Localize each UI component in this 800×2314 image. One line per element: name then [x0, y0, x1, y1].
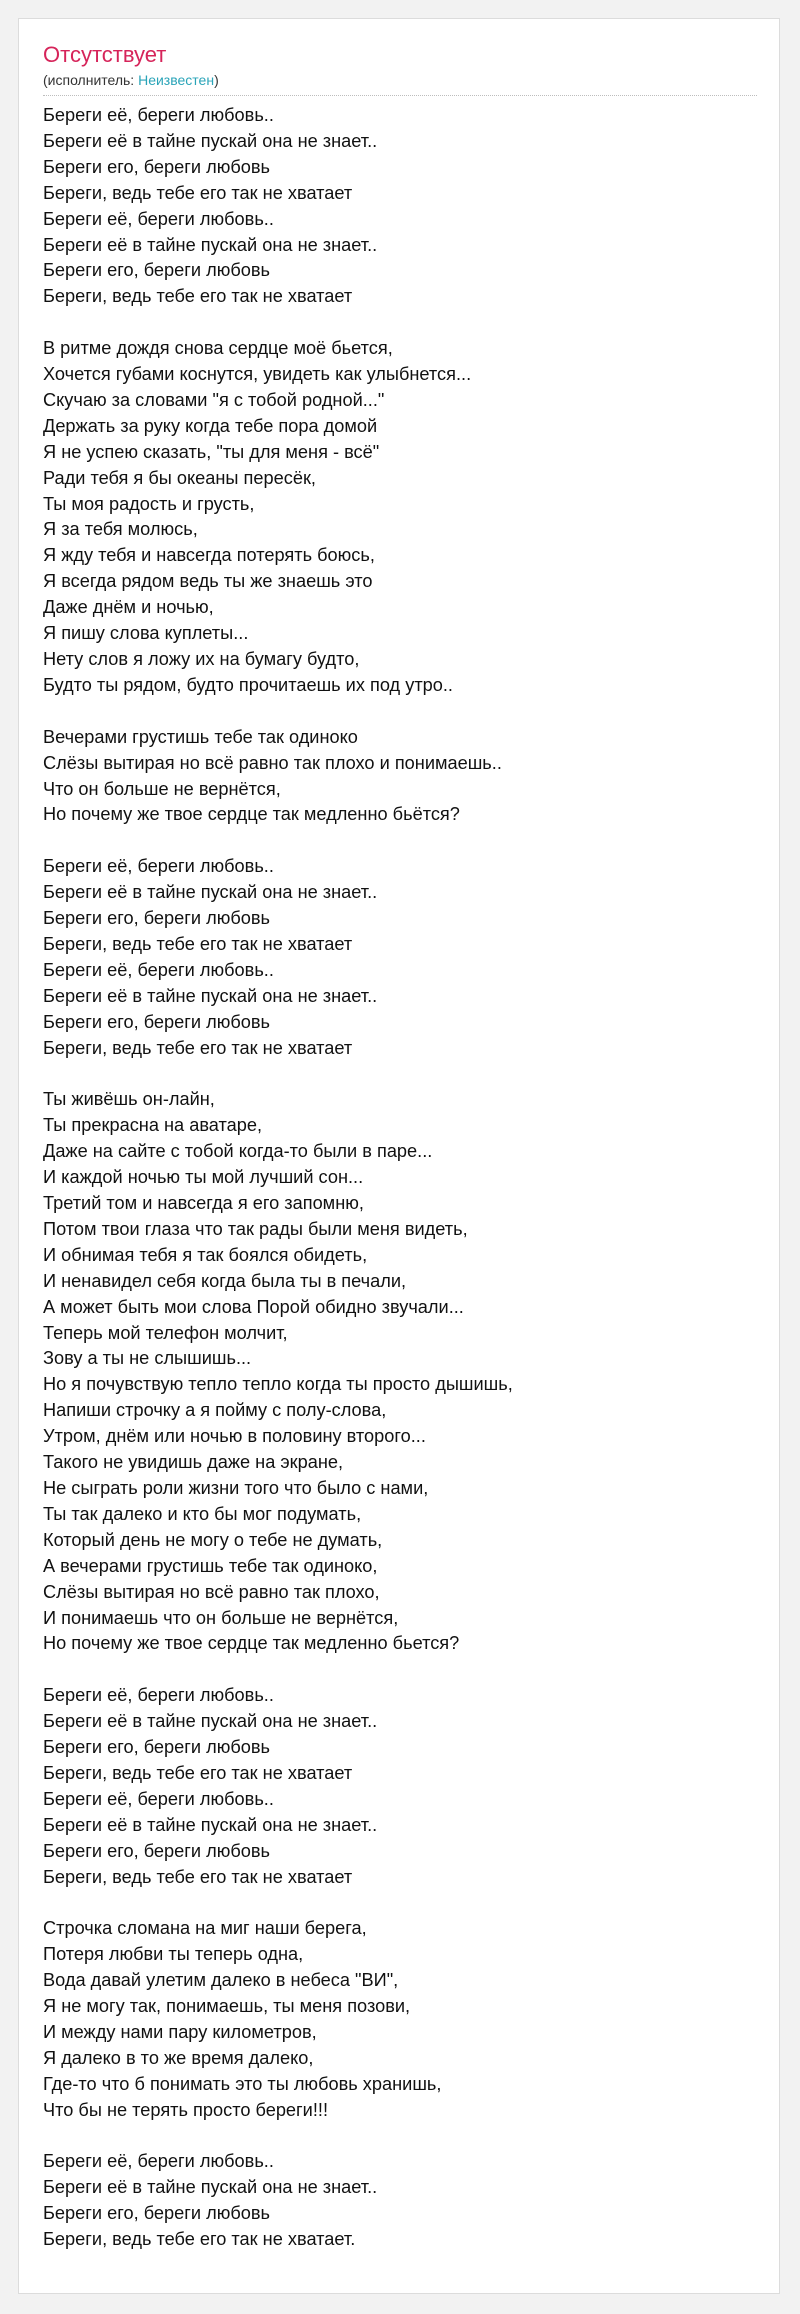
lyrics-line: Береги её в тайне пускай она не знает.. — [43, 130, 378, 151]
header-divider — [43, 95, 757, 96]
lyrics-line: Будто ты рядом, будто прочитаешь их под утро.. — [43, 674, 453, 695]
lyrics-line: Который день не могу о тебе не думать, — [43, 1529, 383, 1550]
artist-prefix: (исполнитель: — [43, 72, 139, 88]
lyrics-stanza — [43, 1087, 757, 1657]
lyrics-line: Потеря любви ты теперь одна, — [43, 1944, 304, 1965]
artist-link[interactable]: Неизвестен — [138, 72, 215, 88]
lyrics-line: И между нами пару километров, — [43, 2021, 317, 2042]
lyrics-line: В ритме дождя снова сердце моё бьется, — [43, 338, 393, 359]
lyrics-line: Держать за руку когда тебе пора домой — [43, 415, 378, 436]
lyrics-line: Береги, ведь тебе его так не хватает — [43, 286, 353, 307]
lyrics-line: Ты так далеко и кто бы мог подумать, — [43, 1503, 362, 1524]
lyrics-line: Вода давай улетим далеко в небеса "ВИ", — [43, 1970, 399, 1991]
lyrics-stanza — [43, 854, 757, 1061]
lyrics-line: Береги его, береги любовь — [43, 1011, 271, 1032]
lyrics-line: Не сыграть роли жизни того что было с нами, — [43, 1477, 429, 1498]
lyrics-line: Скучаю за словами "я с тобой родной..." — [43, 389, 385, 410]
lyrics-line: И каждой ночью ты мой лучший сон... — [43, 1167, 364, 1188]
artist-suffix: ) — [214, 72, 219, 88]
lyrics-line: Ты моя радость и грусть, — [43, 493, 255, 514]
lyrics-line: Береги её, береги любовь.. — [43, 856, 274, 877]
lyrics-line: Береги, ведь тебе его так не хватает — [43, 1762, 353, 1783]
lyrics-line: Береги её в тайне пускай она не знает.. — [43, 1814, 378, 1835]
lyrics-line: Но почему же твое сердце так медленно бьётся? — [43, 804, 460, 825]
lyrics-line: Такого не увидишь даже на экране, — [43, 1452, 344, 1473]
lyrics-line: И обнимая тебя я так боялся обидеть, — [43, 1244, 368, 1265]
lyrics-line: Береги, ведь тебе его так не хватает — [43, 933, 353, 954]
lyrics-line: Слёзы вытирая но всё равно так плохо и понимаешь.. — [43, 752, 502, 773]
lyrics-line: Береги его, береги любовь — [43, 260, 271, 281]
lyrics-card — [18, 18, 780, 2294]
lyrics-stanza — [43, 2149, 757, 2253]
lyrics-line: Я жду тебя и навсегда потерять боюсь, — [43, 545, 375, 566]
lyrics-line: Береги её, береги любовь.. — [43, 1788, 274, 1809]
lyrics-line: Третий том и навсегда я его запомню, — [43, 1193, 364, 1213]
song-title: Отсутствует — [43, 42, 167, 67]
lyrics-line: Береги его, береги любовь — [43, 156, 271, 177]
lyrics-line: А может быть мои слова Порой обидно звучали... — [43, 1296, 464, 1317]
lyrics-line: Ты прекрасна на аватаре, — [43, 1115, 263, 1136]
lyrics-line: Строчка сломана на миг наши берега, — [43, 1918, 367, 1939]
lyrics-line: Ради тебя я бы океаны пересёк, — [43, 467, 316, 488]
lyrics-line: Но я почувствую тепло тепло когда ты просто дышишь, — [43, 1374, 513, 1395]
lyrics-line: Береги его, береги любовь — [43, 908, 271, 929]
lyrics-line: Я пишу слова куплеты... — [43, 623, 249, 644]
lyrics-line: Потом твои глаза что так рады были меня видеть, — [43, 1218, 468, 1239]
lyrics-line: Береги её, береги любовь.. — [43, 959, 274, 980]
lyrics-stanza — [43, 336, 757, 699]
song-header — [43, 41, 757, 96]
lyrics-body — [43, 103, 757, 2279]
lyrics-line: Хочется губами коснутся, увидеть как улыбнется... — [43, 364, 472, 385]
lyrics-line: А вечерами грустишь тебе так одиноко, — [43, 1555, 378, 1576]
lyrics-line: Береги её в тайне пускай она не знает.. — [43, 1711, 378, 1732]
lyrics-line: Береги её, береги любовь.. — [43, 208, 274, 229]
lyrics-line: Но почему же твое сердце так медленно бьется? — [43, 1633, 460, 1654]
lyrics-line: Нету слов я ложу их на бумагу будто, — [43, 649, 360, 670]
lyrics-line: Береги её, береги любовь.. — [43, 1685, 274, 1706]
lyrics-line: Береги её, береги любовь.. — [43, 2151, 274, 2172]
lyrics-line: Береги её в тайне пускай она не знает.. — [43, 2177, 378, 2198]
lyrics-line: Береги её, береги любовь.. — [43, 105, 274, 125]
lyrics-line: Береги её в тайне пускай она не знает.. — [43, 882, 378, 903]
lyrics-stanza — [43, 1683, 757, 1890]
lyrics-line: Что он больше не вернётся, — [43, 778, 281, 799]
lyrics-line: Даже на сайте с тобой когда-то были в паре... — [43, 1141, 433, 1162]
lyrics-line: Зову а ты не слышишь... — [43, 1348, 252, 1369]
lyrics-line: Береги его, береги любовь — [43, 1737, 271, 1758]
lyrics-line: Береги его, береги любовь — [43, 2203, 271, 2224]
lyrics-line: Я всегда рядом ведь ты же знаешь это — [43, 571, 373, 592]
lyrics-line: Береги, ведь тебе его так не хватает — [43, 1037, 353, 1058]
lyrics-line: Даже днём и ночью, — [43, 597, 214, 618]
lyrics-line: Я не успею сказать, "ты для меня - всё" — [43, 441, 380, 462]
lyrics-line: Береги её в тайне пускай она не знает.. — [43, 985, 378, 1006]
lyrics-line: Слёзы вытирая но всё равно так плохо, — [43, 1581, 380, 1602]
lyrics-line: Утром, днём или ночью в половину второго... — [43, 1426, 426, 1447]
lyrics-line: Ты живёшь он-лайн, — [43, 1089, 215, 1110]
lyrics-line: И ненавидел себя когда была ты в печали, — [43, 1270, 407, 1291]
lyrics-line: Береги его, береги любовь — [43, 1840, 271, 1861]
lyrics-line: Береги, ведь тебе его так не хватает. — [43, 2229, 356, 2250]
artist-line — [43, 71, 757, 89]
lyrics-line: Береги, ведь тебе его так не хватает — [43, 182, 353, 203]
lyrics-line: Что бы не терять просто береги!!! — [43, 2099, 329, 2120]
lyrics-line: Напиши строчку а я пойму с полу-слова, — [43, 1400, 387, 1421]
lyrics-line: Вечерами грустишь тебе так одиноко — [43, 726, 358, 747]
lyrics-line: Я не могу так, понимаешь, ты меня позови, — [43, 1996, 411, 2017]
lyrics-line: Где-то что б понимать это ты любовь хранишь, — [43, 2073, 442, 2094]
lyrics-stanza — [43, 725, 757, 829]
lyrics-line: Я за тебя молюсь, — [43, 519, 198, 540]
lyrics-line: Я далеко в то же время далеко, — [43, 2047, 314, 2068]
lyrics-line: Береги её в тайне пускай она не знает.. — [43, 234, 378, 255]
lyrics-line: И понимаешь что он больше не вернётся, — [43, 1607, 399, 1628]
lyrics-line: Береги, ведь тебе его так не хватает — [43, 1866, 353, 1887]
lyrics-stanza — [43, 1916, 757, 2123]
lyrics-line: Теперь мой телефон молчит, — [43, 1322, 288, 1343]
lyrics-stanza — [43, 103, 757, 310]
